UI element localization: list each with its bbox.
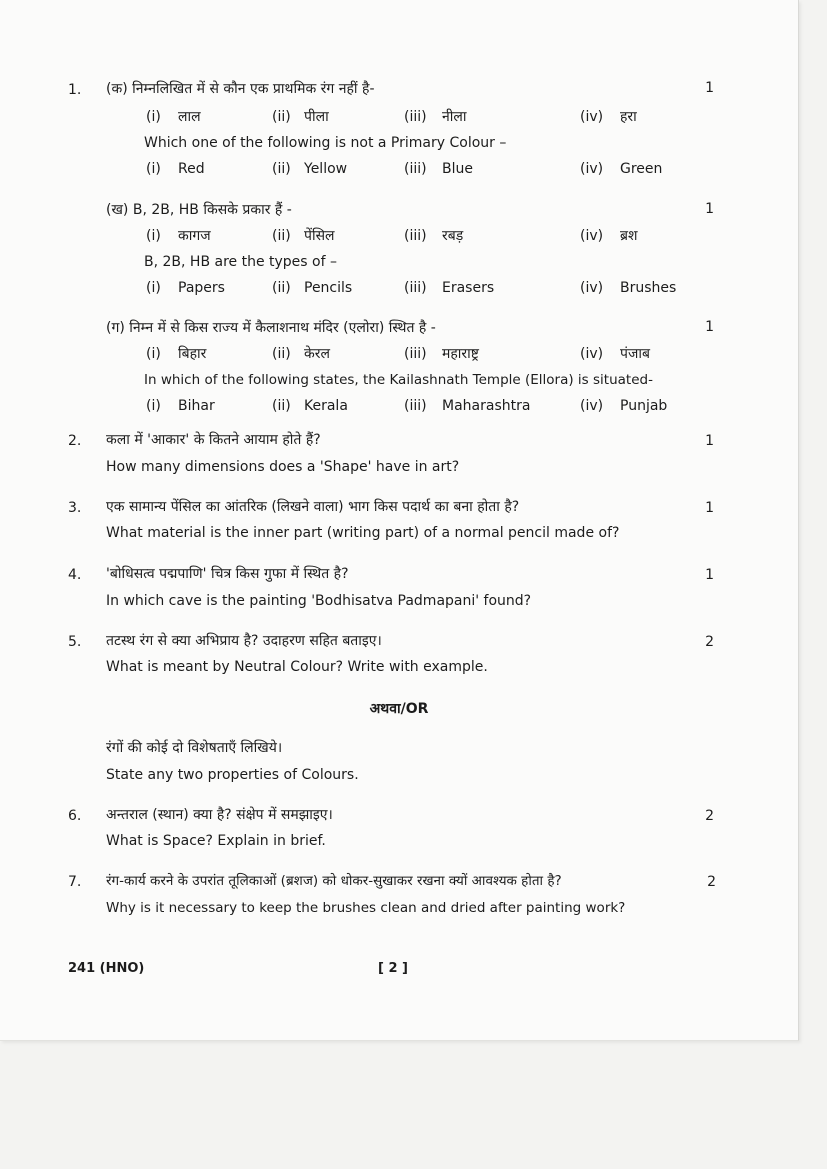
question-3-hindi: एक सामान्य पेंसिल का आंतरिक (लिखने वाला) भाग किस पदार्थ का बना होता है? [106,499,520,515]
question-number: 4. [68,567,82,583]
question-number: 7. [68,874,82,890]
question-2-hindi: कला में 'आकार' के कितने आयाम होते हैं? [106,432,321,448]
option-iv: (iv) हरा [580,109,637,125]
question-2-english: How many dimensions does a 'Shape' have in art? [106,459,460,475]
question-7-hindi: रंग-कार्य करने के उपरांत तूलिकाओं (ब्रशज) को धोकर-सुखाकर रखना क्यों आवश्यक होता है? [106,873,562,889]
or-divider: अथवा/OR [369,701,429,717]
option-iv: (iv) Brushes [580,280,677,296]
option-iii: (iii) Maharashtra [404,398,531,414]
question-4-english: In which cave is the painting 'Bodhisatva Padmapani' found? [106,593,532,609]
question-text: निम्नलिखित में से कौन एक प्राथमिक रंग नहीं है- [132,81,375,97]
option-iv: (iv) पंजाब [580,346,650,362]
option-iii: (iii) महाराष्ट्र [404,346,479,362]
option-i: (i) Red [146,161,205,177]
option-i: (i) लाल [146,109,201,125]
question-1b-english: B, 2B, HB are the types of – [144,254,337,270]
option-ii: (ii) केरल [272,346,330,362]
option-ii: (ii) Yellow [272,161,348,177]
question-5-alt-english: State any two properties of Colours. [106,767,359,783]
marks: 1 [705,319,714,335]
option-i: (i) कागज [146,228,211,244]
option-iii: (iii) Erasers [404,280,495,296]
question-6-english: What is Space? Explain in brief. [106,833,326,849]
question-text: B, 2B, HB किसके प्रकार हैं - [132,202,292,218]
question-1c-english: In which of the following states, the Kailashnath Temple (Ellora) is situated- [144,372,653,388]
marks: 1 [705,500,714,516]
marks: 1 [705,567,714,583]
marks: 2 [707,874,716,890]
option-iv: (iv) Green [580,161,663,177]
part-label: (क) [106,81,128,97]
page-number: [ 2 ] [378,961,408,976]
option-ii: (ii) Pencils [272,280,353,296]
option-i: (i) बिहार [146,346,207,362]
option-ii: (ii) Kerala [272,398,348,414]
question-1c-hindi [106,319,436,337]
marks: 2 [705,634,714,650]
question-4-hindi: 'बोधिसत्व पद्मपाणि' चित्र किस गुफा में स्थित है? [106,566,349,582]
part-label: (ख) [106,202,129,218]
question-text: निम्न में से किस राज्य में कैलाशनाथ मंदिर (एलोरा) स्थित है - [129,320,436,336]
question-number: 3. [68,500,82,516]
part-label: (ग) [106,320,125,336]
question-5-hindi: तटस्थ रंग से क्या अभिप्राय है? उदाहरण सहित बताइए। [106,633,382,649]
option-iii: (iii) रबड़ [404,228,464,244]
option-ii: (ii) पीला [272,109,329,125]
option-iv: (iv) Punjab [580,398,668,414]
option-ii: (ii) पेंसिल [272,228,335,244]
marks: 1 [705,201,714,217]
question-1a-hindi [106,80,375,98]
marks: 2 [705,808,714,824]
option-iii: (iii) नीला [404,109,467,125]
paper-code: 241 (HNO) [68,961,145,976]
question-3-english: What material is the inner part (writing part) of a normal pencil made of? [106,525,620,541]
question-7-english: Why is it necessary to keep the brushes clean and dried after painting work? [106,900,626,916]
question-number: 1. [68,82,82,98]
option-i: (i) Papers [146,280,225,296]
question-5-english: What is meant by Neutral Colour? Write with example. [106,659,488,675]
question-number: 5. [68,634,82,650]
question-number: 2. [68,433,82,449]
question-5-alt-hindi: रंगों की कोई दो विशेषताएँ लिखिये। [106,740,283,756]
option-i: (i) Bihar [146,398,215,414]
question-number: 6. [68,808,82,824]
question-1b-hindi [106,201,292,219]
marks: 1 [705,433,714,449]
question-6-hindi: अन्तराल (स्थान) क्या है? संक्षेप में समझाइए। [106,807,333,823]
question-1a-english: Which one of the following is not a Primary Colour – [144,135,507,151]
marks: 1 [705,80,714,96]
option-iv: (iv) ब्रश [580,228,638,244]
option-iii: (iii) Blue [404,161,473,177]
